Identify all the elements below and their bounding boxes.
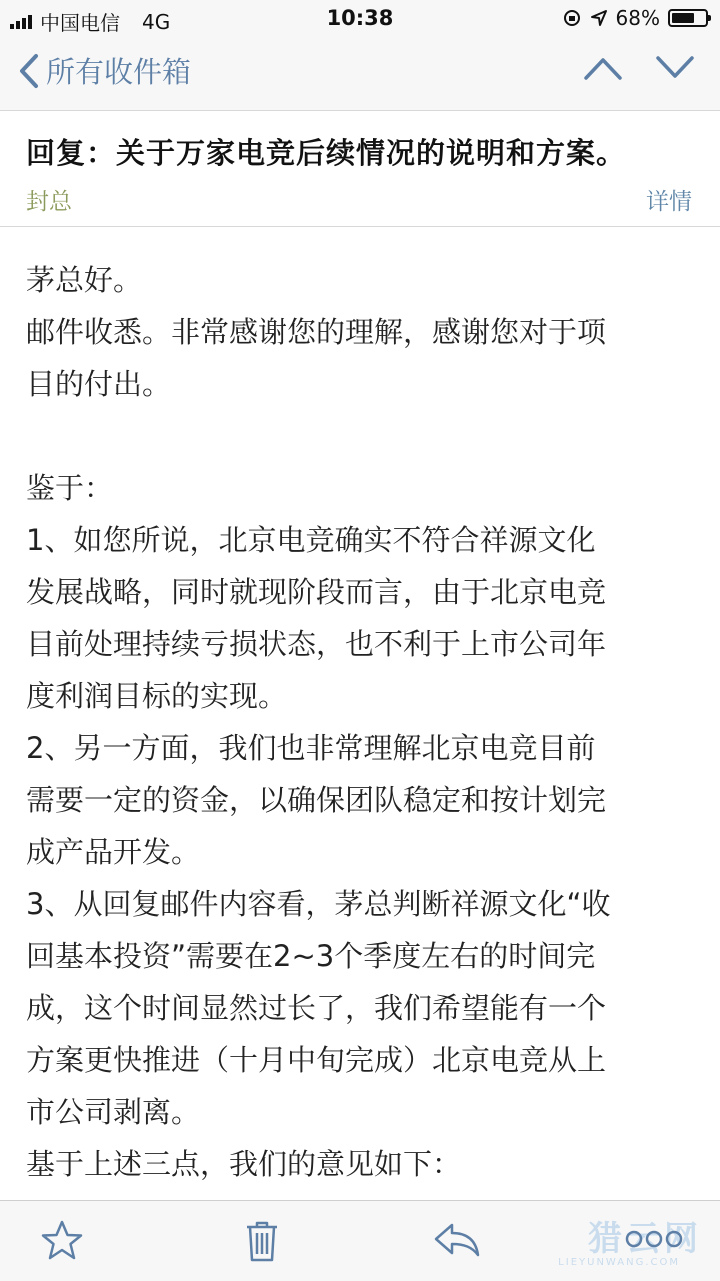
body-line: 鉴于：	[26, 471, 114, 505]
down-arrow-icon[interactable]	[656, 54, 694, 82]
more-icon[interactable]	[624, 1229, 684, 1249]
message-nav-arrows	[584, 54, 694, 82]
email-subject: 回复：关于万家电竞后续情况的说明和方案。	[26, 136, 627, 170]
email-body	[26, 254, 698, 1242]
status-time: 10:38	[326, 6, 394, 30]
body-line: 方案更快推进（十月中旬完成）北京电竞从上	[26, 1043, 607, 1077]
bottom-toolbar	[0, 1200, 720, 1281]
battery-icon	[668, 9, 708, 27]
body-line: 基于上述三点，我们的意见如下：	[26, 1147, 462, 1181]
body-line: 茅总好。	[26, 263, 143, 297]
body-line: 邮件收悉。非常感谢您的理解，感谢您对于项	[26, 315, 607, 349]
back-label: 所有收件箱	[46, 55, 192, 89]
location-icon	[590, 9, 608, 27]
body-line: 目前处理持续亏损状态，也不利于上市公司年	[26, 627, 607, 661]
battery-percent: 68%	[615, 6, 660, 30]
trash-icon[interactable]	[244, 1219, 280, 1263]
body-line: 目的付出。	[26, 367, 172, 401]
body-line: 成产品开发。	[26, 835, 201, 869]
body-line: 需要一定的资金，以确保团队稳定和按计划完	[26, 783, 607, 817]
back-chevron-icon	[18, 53, 40, 89]
orientation-lock-icon	[562, 8, 582, 28]
up-arrow-icon[interactable]	[584, 54, 622, 82]
status-bar	[0, 0, 720, 36]
carrier-name: 中国电信	[40, 11, 120, 35]
back-button[interactable]	[18, 50, 191, 91]
email-sender[interactable]: 封总	[26, 189, 72, 215]
details-link[interactable]: 详情	[646, 189, 692, 215]
body-line: 市公司剥离。	[26, 1095, 201, 1129]
reply-icon[interactable]	[432, 1219, 482, 1261]
body-line: 3、从回复邮件内容看，茅总判断祥源文化“收	[26, 887, 611, 921]
body-line: 度利润目标的实现。	[26, 679, 288, 713]
nav-bar	[0, 36, 720, 111]
watermark-subtext: LIEYUNWANG.COM	[558, 1257, 680, 1268]
status-right	[562, 6, 708, 30]
watermark-logo: 猎云网	[588, 1219, 702, 1259]
body-line: 2、另一方面，我们也非常理解北京电竞目前	[26, 731, 596, 765]
body-line: 发展战略，同时就现阶段而言，由于北京电竞	[26, 575, 607, 609]
body-line: 1、如您所说，北京电竞确实不符合祥源文化	[26, 523, 596, 557]
body-line: 回基本投资”需要在2~3个季度左右的时间完	[26, 939, 596, 973]
star-icon[interactable]	[40, 1219, 84, 1261]
body-line: 成，这个时间显然过长了，我们希望能有一个	[26, 991, 607, 1025]
body-line	[26, 410, 698, 462]
network-type: 4G	[142, 9, 171, 34]
email-header	[0, 111, 720, 227]
